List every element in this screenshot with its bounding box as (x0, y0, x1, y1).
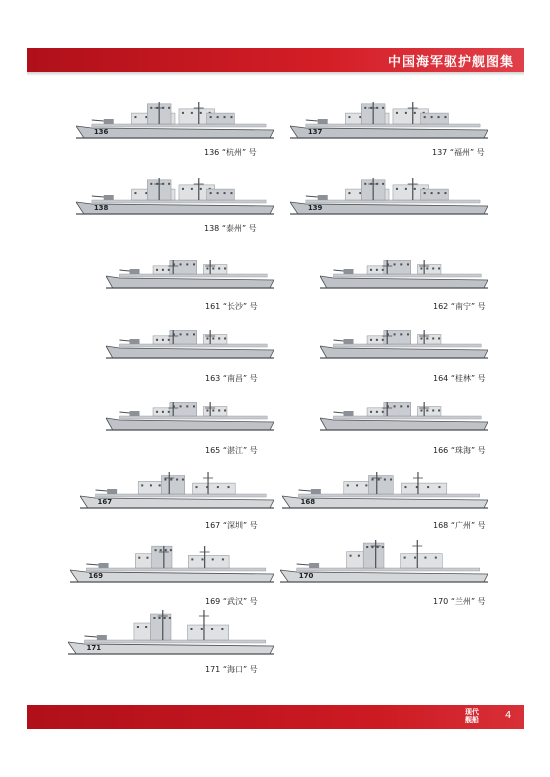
window (376, 411, 378, 413)
window (420, 337, 422, 339)
deck (119, 274, 267, 277)
window (404, 557, 406, 559)
hull-number: 137 (307, 128, 323, 136)
window (382, 269, 384, 271)
window (384, 479, 386, 481)
hull-number: 169 (88, 572, 103, 580)
window (168, 269, 170, 271)
window (156, 269, 158, 271)
deck (333, 274, 481, 277)
window (405, 188, 407, 190)
window (426, 337, 428, 339)
brand-line1: 现代 (465, 708, 479, 716)
window (180, 405, 182, 407)
window (407, 405, 409, 407)
gun-turret (318, 195, 328, 200)
window (370, 411, 372, 413)
window (427, 486, 429, 488)
deck (297, 568, 480, 571)
window (211, 628, 213, 630)
magazine-logo (465, 708, 495, 724)
window (134, 192, 136, 194)
window (382, 546, 384, 548)
window (168, 411, 170, 413)
window (438, 337, 440, 339)
window (193, 333, 195, 335)
window (432, 267, 434, 269)
gun-barrel (297, 564, 309, 565)
ship-caption: 166 “珠海” 号 (433, 446, 486, 455)
window (376, 339, 378, 341)
window (218, 337, 220, 339)
superstructure-block (188, 555, 229, 568)
window (435, 557, 437, 559)
ship-illustration (320, 400, 488, 434)
header-banner (27, 48, 524, 72)
deck (119, 344, 267, 347)
window (230, 192, 232, 194)
superstructure-block (170, 330, 197, 344)
window (170, 549, 172, 551)
window (432, 337, 434, 339)
window (186, 405, 188, 407)
header-shadow (27, 72, 524, 76)
window (394, 263, 396, 265)
superstructure-block (170, 260, 197, 274)
ship-caption: 162 “南宁” 号 (433, 302, 486, 311)
window (170, 479, 172, 481)
deck (84, 640, 265, 643)
window (348, 192, 350, 194)
ship-caption: 168 “广州” 号 (433, 521, 486, 530)
ship-illustration (290, 176, 488, 218)
window (159, 617, 161, 619)
ship-caption: 137 “福州” 号 (432, 148, 485, 157)
window (169, 617, 171, 619)
window (210, 192, 212, 194)
window (426, 409, 428, 411)
window (431, 192, 433, 194)
window (400, 263, 402, 265)
window (218, 409, 220, 411)
window (414, 557, 416, 559)
gun-barrel (333, 340, 343, 341)
window (364, 107, 366, 109)
window (221, 628, 223, 630)
window (230, 116, 232, 118)
window (191, 112, 193, 114)
gun-turret (344, 269, 354, 274)
window (400, 405, 402, 407)
window (162, 339, 164, 341)
hull-number: 136 (93, 128, 109, 136)
window (206, 267, 208, 269)
window (350, 555, 352, 557)
gun-turret (309, 563, 319, 568)
brand-line2: 舰船 (465, 716, 479, 724)
ship-illustration (290, 100, 488, 142)
window (382, 339, 384, 341)
window (218, 267, 220, 269)
deck (306, 124, 480, 127)
window (356, 484, 358, 486)
hull-shape (320, 418, 488, 430)
ship-illustration (68, 608, 274, 658)
deck (86, 568, 266, 571)
gun-barrel (92, 196, 104, 197)
window (206, 409, 208, 411)
gun-turret (130, 339, 140, 344)
window (206, 337, 208, 339)
gun-turret (104, 119, 114, 124)
deck (333, 416, 481, 419)
gun-barrel (333, 412, 343, 413)
window (431, 116, 433, 118)
window (164, 617, 166, 619)
window (137, 626, 139, 628)
window (438, 486, 440, 488)
window (168, 107, 170, 109)
window (382, 183, 384, 185)
window (162, 269, 164, 271)
window (138, 557, 140, 559)
page-number: 4 (505, 710, 512, 721)
deck (306, 200, 480, 203)
window (444, 116, 446, 118)
window (424, 557, 426, 559)
window (212, 337, 214, 339)
window (390, 479, 392, 481)
ship-illustration (106, 328, 274, 362)
window (186, 333, 188, 335)
window (212, 267, 214, 269)
window (180, 333, 182, 335)
window (176, 479, 178, 481)
gun-turret (311, 489, 321, 494)
window (358, 555, 360, 557)
window (378, 479, 380, 481)
window (134, 116, 136, 118)
gun-barrel (96, 490, 108, 491)
window (365, 484, 367, 486)
superstructure-block (421, 189, 449, 200)
gun-barrel (84, 636, 96, 637)
superstructure-block (207, 113, 235, 124)
window (155, 549, 157, 551)
deck (92, 200, 266, 203)
window (432, 409, 434, 411)
gun-barrel (333, 270, 343, 271)
gun-turret (344, 339, 354, 344)
window (224, 409, 226, 411)
ship-illustration (80, 470, 274, 512)
window (153, 617, 155, 619)
window (217, 116, 219, 118)
window (210, 116, 212, 118)
superstructure-block (384, 330, 411, 344)
gun-barrel (306, 196, 318, 197)
gun-barrel (92, 120, 104, 121)
superstructure-block (384, 260, 411, 274)
window (193, 263, 195, 265)
deck (333, 344, 481, 347)
window (182, 479, 184, 481)
window (228, 486, 230, 488)
gun-turret (97, 635, 107, 640)
ship-illustration (106, 400, 274, 434)
window (224, 192, 226, 194)
window (414, 188, 416, 190)
window (162, 411, 164, 413)
window (407, 333, 409, 335)
window (212, 409, 214, 411)
window (182, 112, 184, 114)
window (424, 116, 426, 118)
hull-shape (106, 418, 274, 430)
window (420, 267, 422, 269)
window (180, 263, 182, 265)
superstructure-block (401, 483, 446, 494)
window (196, 486, 198, 488)
window (156, 411, 158, 413)
hull-number: 168 (300, 498, 316, 506)
window (202, 558, 204, 560)
gun-turret (130, 411, 140, 416)
window (212, 558, 214, 560)
gun-turret (104, 195, 114, 200)
ship-illustration (70, 544, 274, 586)
gun-turret (130, 269, 140, 274)
ship-illustration (320, 258, 488, 292)
window (394, 405, 396, 407)
superstructure-block (384, 402, 411, 416)
window (382, 411, 384, 413)
window (438, 116, 440, 118)
window (201, 628, 203, 630)
ship-caption: 138 “泰州” 号 (204, 224, 257, 233)
deck (92, 124, 266, 127)
window (182, 188, 184, 190)
window (348, 116, 350, 118)
window (347, 484, 349, 486)
deck (119, 416, 267, 419)
ship-caption: 164 “桂林” 号 (433, 374, 486, 383)
window (156, 339, 158, 341)
window (382, 107, 384, 109)
ship-caption: 170 “兰州” 号 (433, 597, 486, 606)
ship-caption: 136 “杭州” 号 (204, 148, 257, 157)
window (150, 183, 152, 185)
window (186, 263, 188, 265)
window (376, 269, 378, 271)
window (160, 549, 162, 551)
footer-banner (27, 705, 524, 729)
window (165, 549, 167, 551)
gun-barrel (119, 340, 129, 341)
window (190, 628, 192, 630)
window (217, 486, 219, 488)
deck (298, 494, 479, 497)
gun-turret (99, 563, 109, 568)
window (438, 192, 440, 194)
window (394, 333, 396, 335)
window (150, 484, 152, 486)
window (224, 116, 226, 118)
window (145, 626, 147, 628)
window (168, 183, 170, 185)
hull-number: 171 (86, 644, 102, 652)
ship-illustration (320, 328, 488, 362)
window (200, 112, 202, 114)
page-title: 中国海军驱护舰图集 (387, 55, 514, 70)
gun-turret (344, 411, 354, 416)
hull-shape (106, 346, 274, 358)
gun-turret (318, 119, 328, 124)
ship-illustration (106, 258, 274, 292)
window (141, 484, 143, 486)
gun-barrel (86, 564, 98, 565)
window (426, 267, 428, 269)
window (438, 267, 440, 269)
window (164, 479, 166, 481)
hull-shape (106, 276, 274, 288)
hull-number: 167 (97, 498, 113, 506)
window (404, 486, 406, 488)
gun-barrel (119, 412, 129, 413)
gun-barrel (298, 490, 310, 491)
window (414, 112, 416, 114)
window (146, 557, 148, 559)
hull-shape (320, 346, 488, 358)
window (424, 192, 426, 194)
window (200, 188, 202, 190)
ship-illustration (280, 538, 488, 586)
ship-illustration (76, 100, 274, 142)
ship-illustration (76, 176, 274, 218)
window (438, 409, 440, 411)
superstructure-block (421, 113, 449, 124)
window (407, 263, 409, 265)
window (396, 188, 398, 190)
superstructure-block (187, 625, 228, 640)
superstructure-block (170, 402, 197, 416)
superstructure-block (193, 483, 236, 494)
gun-barrel (306, 120, 318, 121)
window (372, 479, 374, 481)
window (370, 339, 372, 341)
window (217, 192, 219, 194)
hull-number: 139 (307, 204, 323, 212)
ship-caption: 169 “武汉” 号 (205, 597, 258, 606)
window (400, 333, 402, 335)
gun-barrel (119, 270, 129, 271)
ship-illustration (282, 470, 488, 512)
hull-number: 170 (298, 572, 314, 580)
hull-shape (320, 276, 488, 288)
window (366, 546, 368, 548)
window (168, 339, 170, 341)
window (191, 188, 193, 190)
window (222, 558, 224, 560)
window (370, 269, 372, 271)
ship-caption: 165 “湛江” 号 (205, 446, 258, 455)
ship-caption: 163 “南昌” 号 (205, 374, 258, 383)
window (193, 405, 195, 407)
window (444, 192, 446, 194)
gun-turret (107, 489, 117, 494)
superstructure-block (401, 554, 443, 568)
ship-caption: 167 “深圳” 号 (205, 521, 258, 530)
window (191, 558, 193, 560)
window (396, 112, 398, 114)
ship-caption: 161 “长沙” 号 (205, 302, 258, 311)
window (150, 107, 152, 109)
superstructure-block (207, 189, 235, 200)
window (420, 409, 422, 411)
window (405, 112, 407, 114)
window (364, 183, 366, 185)
window (159, 484, 161, 486)
window (224, 267, 226, 269)
deck (96, 494, 267, 497)
window (224, 337, 226, 339)
hull-number: 138 (93, 204, 109, 212)
ship-caption: 171 “海口” 号 (205, 665, 258, 674)
